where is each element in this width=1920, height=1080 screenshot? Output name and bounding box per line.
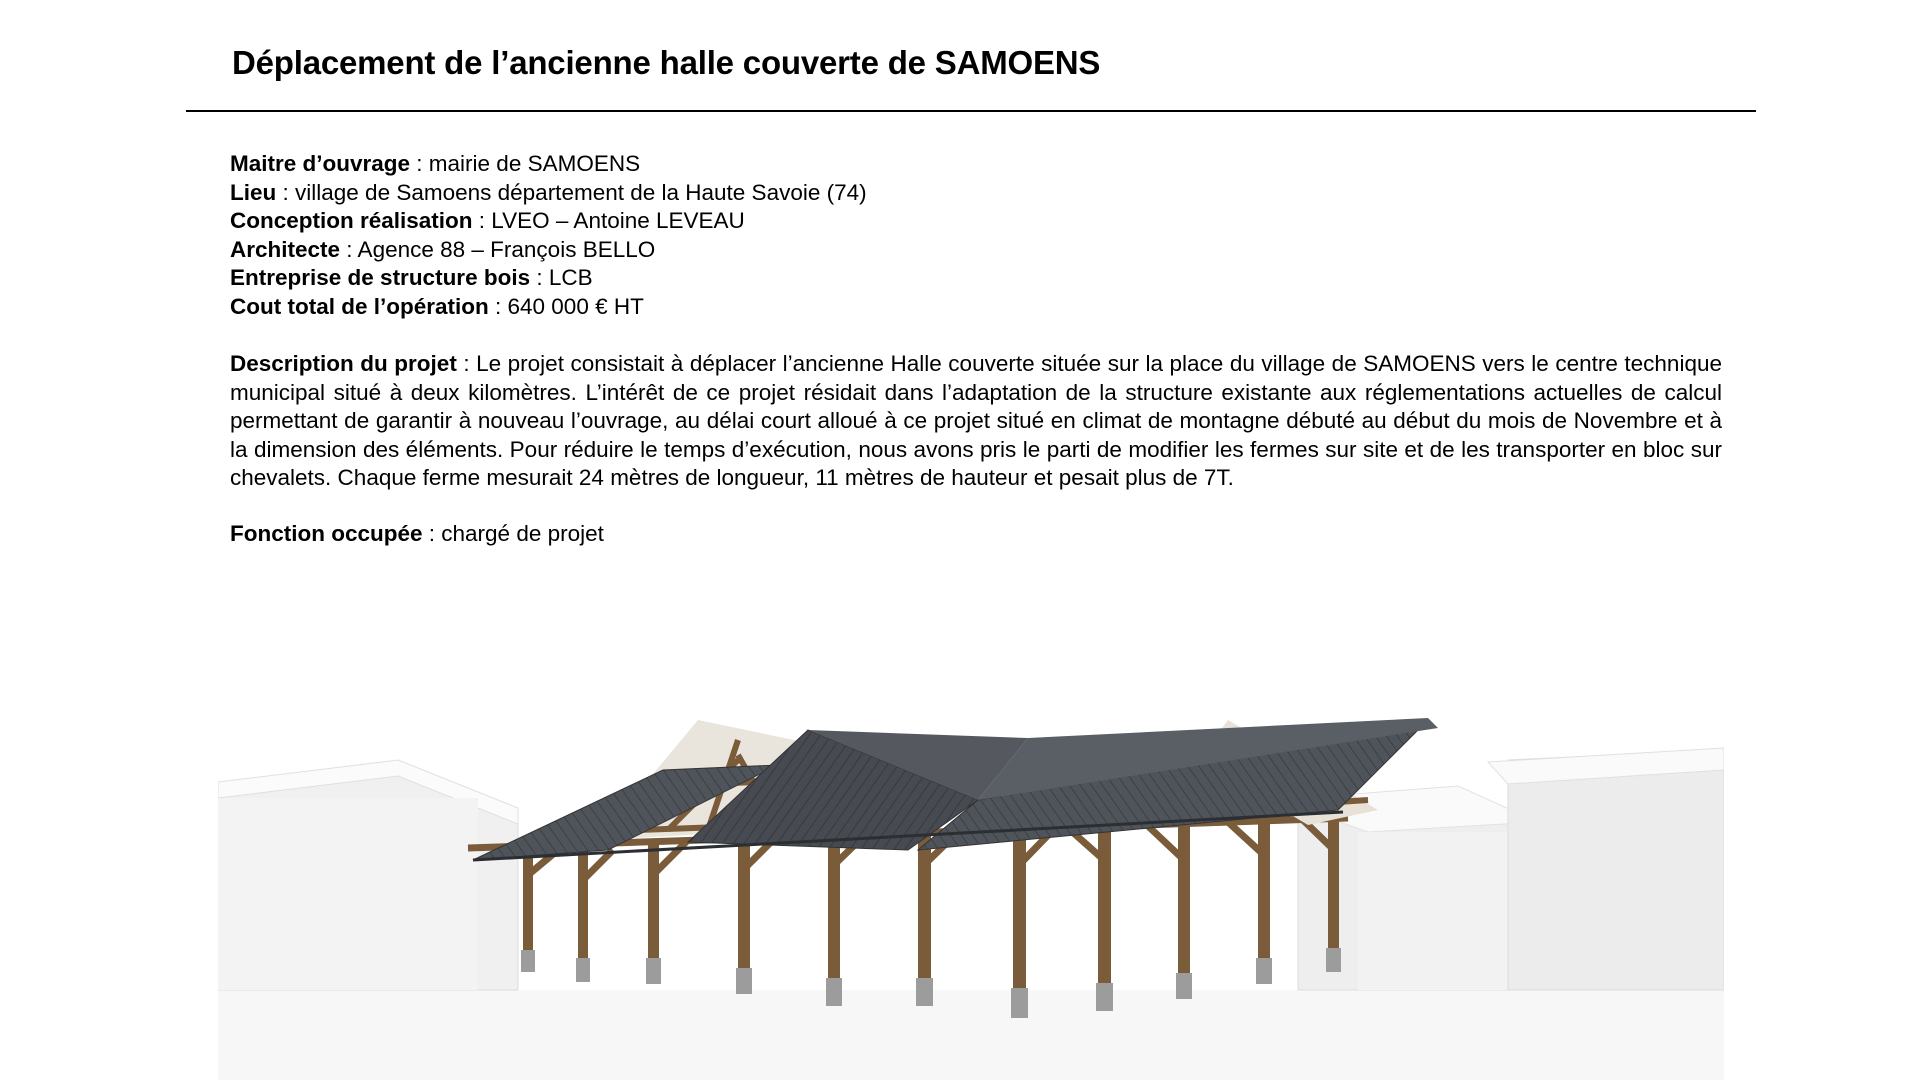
info-lieu [230,179,867,208]
info-label: Maitre d’ouvrage [230,151,411,176]
page-title: Déplacement de l’ancienne halle couverte de SAMOENS [232,44,1101,81]
info-value: : Agence 88 – François BELLO [340,236,656,262]
info-value: : village de Samoens département de la Haute Savoie (74) [276,179,867,205]
title-divider [186,110,1756,112]
ground-plane [218,990,1724,1080]
info-label: Cout total de l’opération [230,293,489,319]
info-maitre-ouvrage [230,150,867,179]
fonction-value: : chargé de projet [422,521,604,546]
fonction-occupee [230,520,604,549]
info-conception [230,207,867,236]
info-value: : LCB [530,265,593,290]
info-label: Architecte [230,236,341,262]
info-label: Lieu [230,179,277,205]
info-architecte [230,236,867,265]
info-value: : mairie de SAMOENS [410,151,641,176]
info-label: Conception réalisation [230,208,473,233]
info-entreprise [230,264,867,293]
fonction-label: Fonction occupée [230,521,423,546]
info-value: : LVEO – Antoine LEVEAU [472,208,745,233]
description-label: Description du projet [230,351,457,376]
project-description [230,350,1722,493]
project-info [230,150,867,321]
info-cout [230,293,867,322]
description-text: : Le projet consistait à déplacer l’ancienne Halle couverte située sur la place du village de SAMOENS vers le centre technique municipal situé à deux kilomètres. L’intérêt de ce projet résidait dans l’adaptation de la structure existante aux réglementations actuelles de calcul permettant de garantir à nouveau l’ouvrage, au délai court alloué à ce projet situé en climat de montagne débuté au début du mois de Novembre et à la dimension des éléments. Pour réduire le temps d’exécution, nous avons pris le parti de modifier les fermes sur site et de les transporter en bloc sur chevalets. Chaque ferme mesurait 24 mètres de longueur, 11 mètres de hauteur et pesait plus de 7T. [230,351,1722,490]
info-label: Entreprise de structure bois [230,265,531,290]
info-value: : 640 000 € HT [488,293,644,319]
left-building [218,760,518,990]
halle-3d-render [218,700,1724,1080]
